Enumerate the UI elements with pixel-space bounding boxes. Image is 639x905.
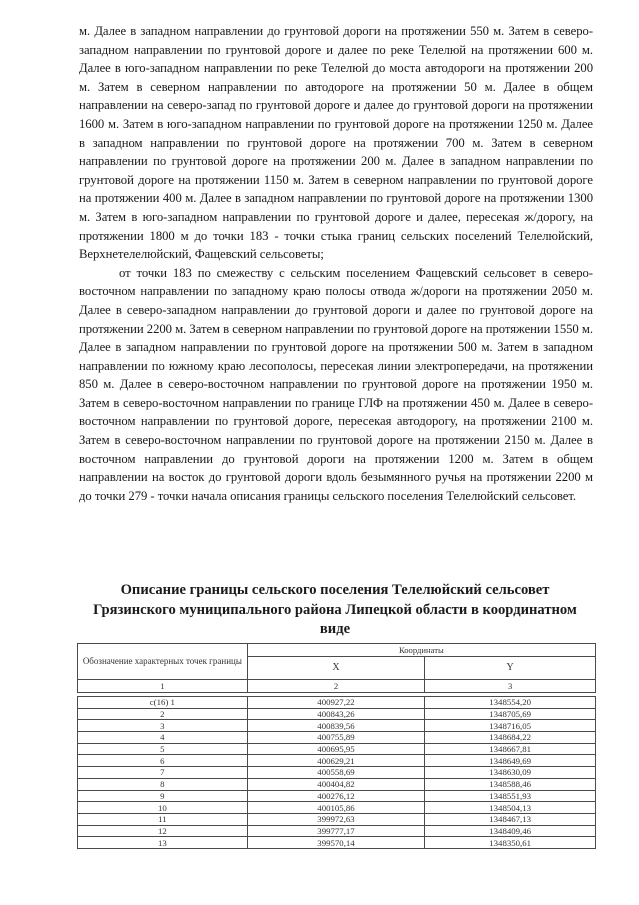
- table-row: [78, 697, 596, 709]
- x-header: X: [247, 657, 425, 680]
- table-row: [78, 790, 596, 802]
- paragraph-2: от точки 183 по смежеству с сельским поселением Фащевский сельсовет в северо-восточном направлении по западному краю полосы отвода ж/дороги на протяжении 2050 м. Далее в северо-западном направлении до грунтовой дороги и далее по грунтовой дороге на протяжении 2200 м. Затем в северном направлении по грунтовой дороге на протяжении 1550 м. Далее в западном направлении по грунтовой дороге на протяжении 500 м. Затем в западном направлении по южному краю лесополосы, пересекая линии электропередачи, на протяжении 850 м. Далее в северо-восточном направлении по грунтовой дороге на протяжении 1950 м. Затем в северо-восточном направлении по границе ГЛФ на протяжении 450 м. Далее в северо-восточном направлении по грунтовой дороге, пересекая автодорогу, на протяжении 2100 м. Затем в северо-восточном направлении по грунтовой дороге на протяжении 2150 м. Далее в восточном направлении до грунтовой дороги на протяжении 1200 м. Затем в общем направлении на восток до грунтовой дороги вдоль безымянного ручья на протяжении 2200 м до точки 279 - точки начала описания границы сельского поселения Телелюйский сельсовет.: [79, 265, 593, 503]
- table-row: [78, 778, 596, 790]
- x-coordinate-cell: 400105,86: [247, 802, 425, 814]
- point-designation-cell: 7: [78, 767, 248, 779]
- column-number-row: [78, 680, 596, 693]
- table-row: [78, 755, 596, 767]
- table-row: [78, 743, 596, 755]
- x-coordinate-cell: 399972,63: [247, 813, 425, 825]
- point-designation-header: Обозначение характерных точек границы: [78, 644, 248, 680]
- y-coordinate-cell: 1348684,22: [425, 732, 596, 744]
- x-coordinate-cell: 400839,56: [247, 720, 425, 732]
- y-coordinate-cell: 1348467,13: [425, 813, 596, 825]
- y-header: Y: [425, 657, 596, 680]
- x-coordinate-cell: 400276,12: [247, 790, 425, 802]
- table-row: [78, 825, 596, 837]
- heading-line-3: виде: [319, 621, 351, 637]
- y-coordinate-cell: 1348409,46: [425, 825, 596, 837]
- point-designation-cell: 2: [78, 708, 248, 720]
- y-coordinate-cell: 1348649,69: [425, 755, 596, 767]
- y-coordinate-cell: 1348551,93: [425, 790, 596, 802]
- boundary-description-text: [79, 22, 593, 505]
- x-coordinate-cell: 400843,26: [247, 708, 425, 720]
- y-coordinate-cell: 1348588,46: [425, 778, 596, 790]
- point-designation-cell: 8: [78, 778, 248, 790]
- point-designation-cell: 10: [78, 802, 248, 814]
- table-row: [78, 837, 596, 849]
- table-row: [78, 813, 596, 825]
- table-row: [78, 802, 596, 814]
- column-number: 2: [247, 680, 425, 693]
- x-coordinate-cell: 399570,14: [247, 837, 425, 849]
- point-designation-cell: с(16) 1: [78, 697, 248, 709]
- y-coordinate-cell: 1348705,69: [425, 708, 596, 720]
- point-designation-cell: 3: [78, 720, 248, 732]
- point-designation-cell: 4: [78, 732, 248, 744]
- column-number: 3: [425, 680, 596, 693]
- x-coordinate-cell: 400695,95: [247, 743, 425, 755]
- y-coordinate-cell: 1348504,13: [425, 802, 596, 814]
- x-coordinate-cell: 400755,89: [247, 732, 425, 744]
- paragraph-1: м. Далее в западном направлении до грунтовой дороги на протяжении 550 м. Затем в северо-западном направлении по грунтовой дороге и далее по реке Телелюй на протяжении 600 м. Далее в юго-западном направлении по реке Телелюй до моста автодороги на протяжении 200 м. Затем в северном направлении по автодороге на протяжении 50 м. Далее в общем направлении на северо-запад по грунтовой дороге и далее до грунтовой дороги на протяжении 1600 м. Затем в юго-западном направлении по грунтовой дороге на протяжении 1250 м. Далее в западном направлении по грунтовой дороге на протяжении 700 м. Затем в северном направлении по грунтовой дороге на протяжении 200 м. Далее в западном направлении по грунтовой дороге на протяжении 1150 м. Затем в северном направлении по грунтовой дороге на протяжении 400 м. Далее в западном направлении по грунтовой дороге на протяжении 1300 м. Затем в юго-западном направлении по грунтовой дороге и далее, пересекая ж/дорогу, на протяжении 1800 м до точки 183 - точки стыка границ сельских поселений Телелюйский, Верхнетелелюйский, Фащевский сельсоветы;: [79, 24, 593, 262]
- coordinates-header: Координаты: [247, 644, 595, 657]
- table-row: [78, 720, 596, 732]
- y-coordinate-cell: 1348350,61: [425, 837, 596, 849]
- x-coordinate-cell: 400927,22: [247, 697, 425, 709]
- y-coordinate-cell: 1348667,81: [425, 743, 596, 755]
- table-row: [78, 708, 596, 720]
- x-coordinate-cell: 400404,82: [247, 778, 425, 790]
- x-coordinate-cell: 400629,21: [247, 755, 425, 767]
- point-designation-cell: 12: [78, 825, 248, 837]
- heading-line-2: Грязинского муниципального района Липецкой области в координатном: [93, 601, 577, 618]
- y-coordinate-cell: 1348716,05: [425, 720, 596, 732]
- table-row: [78, 767, 596, 779]
- point-designation-cell: 13: [78, 837, 248, 849]
- column-number: 1: [78, 680, 248, 693]
- y-coordinate-cell: 1348554,20: [425, 697, 596, 709]
- table-header-row: [78, 644, 596, 657]
- point-designation-cell: 11: [78, 813, 248, 825]
- table-row: [78, 732, 596, 744]
- y-coordinate-cell: 1348630,09: [425, 767, 596, 779]
- coordinates-table-body: [78, 644, 596, 849]
- section-heading: [70, 581, 600, 640]
- coordinates-table: [77, 643, 596, 849]
- x-coordinate-cell: 400558,69: [247, 767, 425, 779]
- point-designation-cell: 6: [78, 755, 248, 767]
- point-designation-cell: 5: [78, 743, 248, 755]
- heading-line-1: Описание границы сельского поселения Телелюйский сельсовет: [120, 582, 550, 598]
- x-coordinate-cell: 399777,17: [247, 825, 425, 837]
- point-designation-cell: 9: [78, 790, 248, 802]
